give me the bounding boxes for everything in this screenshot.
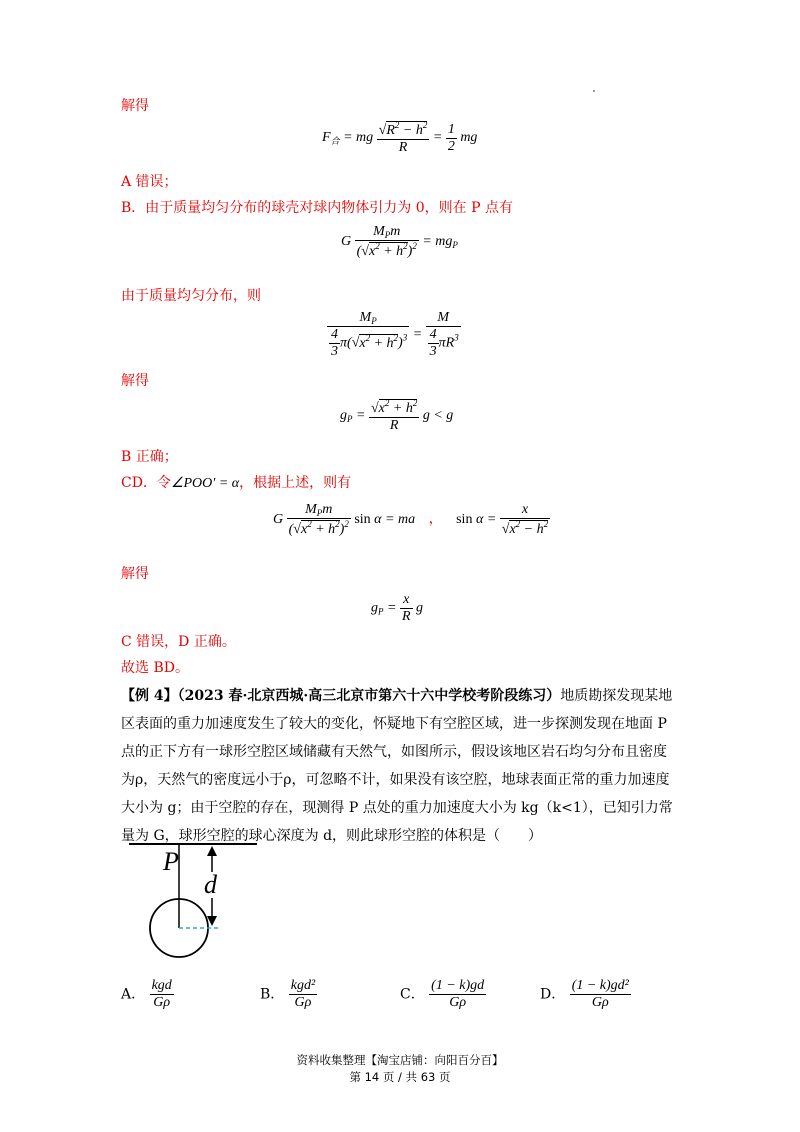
option-c-num: (1 − k)gd bbox=[431, 978, 485, 993]
equation-gp-result: $g_P$ = $\frac{√x^2 + h^2}{R}$ g < g bbox=[340, 398, 454, 433]
option-a-den: Gρ bbox=[153, 995, 171, 1010]
solve-label-1: 解得 bbox=[121, 98, 149, 114]
footer-page-number: 第 14 页 / 共 63 页 bbox=[349, 1070, 451, 1084]
scan-dot bbox=[593, 90, 595, 92]
p-label: P bbox=[163, 847, 179, 876]
option-d-letter: D． bbox=[540, 986, 566, 1003]
equation-gp-final: $g_P$ = $\frac{x}{R}$ g bbox=[371, 592, 424, 624]
option-c[interactable] bbox=[400, 978, 486, 1011]
cd-angle: ∠POO′ = α bbox=[170, 476, 240, 491]
choose-bd: 故选 BD。 bbox=[121, 660, 189, 676]
question-line-3: 点的正下方有一球形空腔区域储藏有天然气，如图所示，假设该地区岩石均匀分布且密度 bbox=[121, 744, 667, 760]
option-c-den: Gρ bbox=[449, 995, 467, 1010]
b-statement: B．由于质量均匀分布的球壳对球内物体引力为 0，则在 P 点有 bbox=[121, 200, 513, 216]
question-line-5: 大小为 g；由于空腔的存在，现测得 P 点处的重力加速度大小为 kg（k<1），已知引力常 bbox=[121, 800, 673, 816]
option-c-letter: C． bbox=[400, 986, 425, 1003]
equation-density: $M_P$ $\frac{4}{3}$ $\pi(√x^2 + h^2)^3$ = M $\frac{4}{3}$ $\pi R^3$ bbox=[327, 310, 461, 360]
uniform-statement: 由于质量均匀分布，则 bbox=[121, 288, 261, 304]
example4-question bbox=[121, 682, 681, 850]
b-right: B 正确； bbox=[121, 449, 178, 465]
cd-statement bbox=[121, 473, 351, 494]
d-label: d bbox=[204, 870, 217, 899]
cd-prefix: CD．令 bbox=[121, 475, 171, 491]
example-label: 【例 4】 bbox=[121, 688, 178, 704]
equation-cd: G $\frac{M_Pm}{(√x^2 + h^2)^2}$ sin α = ma ， sin α = $\frac{x}{√x^2 - h^2}$ bbox=[273, 502, 549, 537]
option-d[interactable] bbox=[540, 978, 631, 1011]
question-line-2: 区表面的重力加速度发生了较大的变化，怀疑地下有空腔区域，进一步探测发现在地面 P bbox=[121, 716, 667, 732]
option-d-num: (1 − k)gd² bbox=[571, 978, 629, 993]
option-b-num: kgd² bbox=[290, 978, 316, 993]
option-d-den: Gρ bbox=[591, 995, 609, 1010]
solve-label-2: 解得 bbox=[121, 373, 149, 389]
example-source: （2023 春·北京西城·高三北京市第六十六中学校考阶段练习） bbox=[177, 688, 561, 704]
option-b-den: Gρ bbox=[294, 995, 312, 1010]
question-line-1: 地质勘探发现某地 bbox=[560, 688, 673, 704]
question-line-6: 量为 G，球形空腔的球心深度为 d，则此球形空腔的体积是（ ） bbox=[121, 828, 543, 844]
c-wrong-d-right: C 错误，D 正确。 bbox=[121, 634, 236, 650]
question-line-4: 为ρ，天然气的密度远小于ρ，可忽略不计，如果没有该空腔，地球表面正常的重力加速度 bbox=[121, 772, 670, 788]
equation-f-he: $F_合$ = mg $\frac{√R^2 - h^2}{R}$ = $\frac{1}{2}$ mg bbox=[322, 120, 478, 155]
d-arrow-up bbox=[207, 846, 217, 856]
option-a-num: kgd bbox=[151, 978, 172, 993]
cd-suffix: ，根据上述，则有 bbox=[239, 475, 352, 491]
option-b[interactable] bbox=[260, 978, 317, 1011]
option-b-letter: B． bbox=[260, 986, 285, 1003]
footer-source: 资料收集整理【淘宝店铺：向阳百分百】 bbox=[296, 1053, 504, 1067]
solve-label-3: 解得 bbox=[121, 566, 149, 582]
equation-gravity-p: G $\frac{M_Pm}{(√x^2 + h^2)^2}$ = $mg_P$ bbox=[341, 224, 458, 259]
option-a-letter: A． bbox=[121, 986, 146, 1003]
a-wrong: A 错误； bbox=[121, 174, 178, 190]
cavity-figure bbox=[121, 838, 261, 964]
option-a[interactable] bbox=[121, 978, 174, 1011]
